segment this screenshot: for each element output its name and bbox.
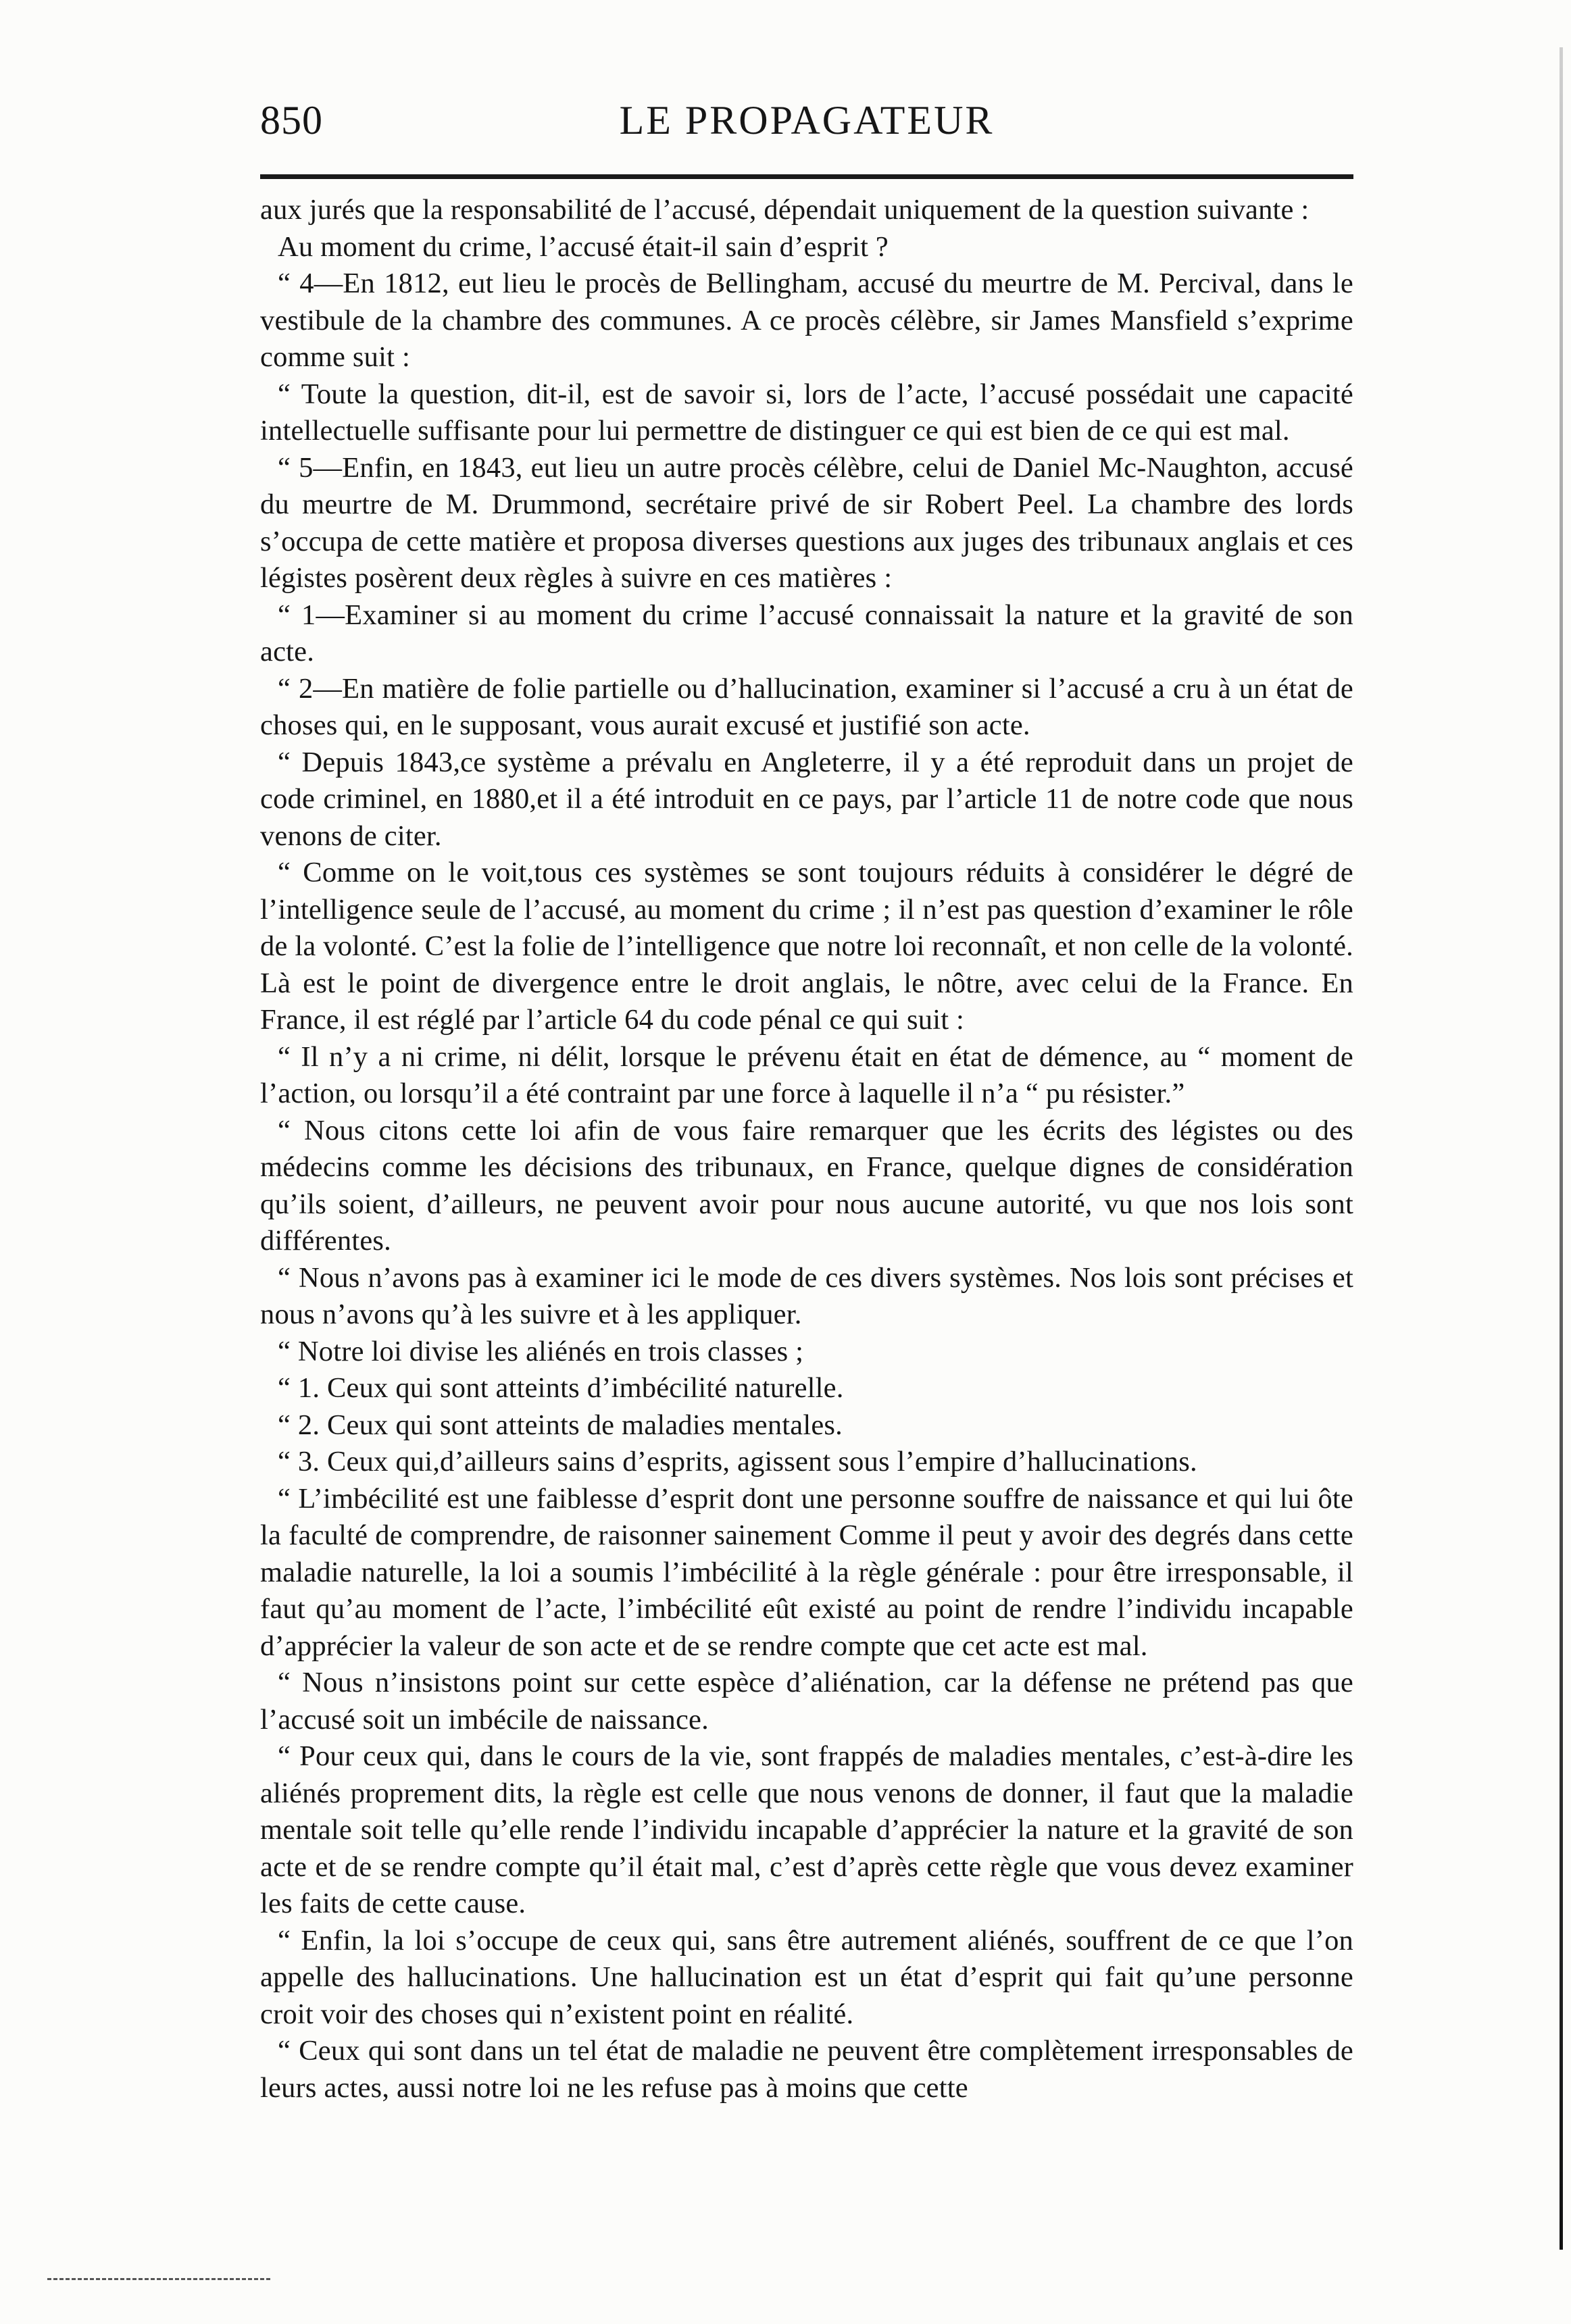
paragraph: “ 2. Ceux qui sont atteints de maladies mentales. xyxy=(278,1409,843,1441)
paragraph: “ 3. Ceux qui,d’ailleurs sains d’esprits, agissent sous l’empire d’hallucinations. xyxy=(278,1446,1197,1477)
page-header xyxy=(260,93,1353,147)
scan-artifact-line xyxy=(47,2278,270,2283)
paragraph: “ 1—Examiner si au moment du crime l’accusé connaissait la nature et la gravité de son acte. xyxy=(260,599,1353,667)
header-rule xyxy=(260,174,1353,179)
page-number: 850 xyxy=(260,98,323,143)
paragraph: “ Nous n’insistons point sur cette espèce d’aliénation, car la défense ne prétend pas que l’accusé soit un imbécile de naissance. xyxy=(260,1667,1353,1736)
paragraph: “ 4—En 1812, eut lieu le procès de Bellingham, accusé du meurtre de M. Percival, dans le vestibule de la chambre des communes. A ce procès célèbre, sir James Mansfield s’exprime comme suit : xyxy=(260,268,1353,373)
paragraph: “ Nous n’avons pas à examiner ici le mode de ces divers systèmes. Nos lois sont précises et nous n’avons qu’à les suivre et à les appliquer. xyxy=(260,1261,1353,1330)
paragraph: “ Pour ceux qui, dans le cours de la vie, sont frappés de maladies mentales, c’est-à-dire les aliénés proprement dits, la règle est celle que nous venons de donner, il faut que la maladie mentale soit telle qu’elle rende l’individu incapable d’apprécier la nature et la gravité de son acte et de se rendre compte qu’il était mal, c’est d’après cette règle que vous devez examiner les faits de cette cause. xyxy=(260,1740,1353,1919)
page-edge-shadow xyxy=(1560,47,1563,2250)
paragraph: “ Comme on le voit,tous ces systèmes se sont toujours réduits à considérer le dégré de l’intelligence seule de l’accusé, au moment du crime ; il n’est pas question d’examiner le rôle de la volonté. C’est la folie de l’intelligence que notre loi reconnaît, et non celle de la volonté. Là est le point de divergence entre le droit anglais, le nôtre, avec celui de la France. En France, il est réglé par l’article 64 du code pénal ce qui suit : xyxy=(260,857,1353,1036)
paragraph: aux jurés que la responsabilité de l’accusé, dépendait uniquement de la question suivante : xyxy=(260,194,1310,226)
paragraph: “ Nous citons cette loi afin de vous faire remarquer que les écrits des légistes ou des médecins comme les décisions des tribunaux, en France, quelque dignes de considération qu’ils soient, d’ailleurs, ne peuvent avoir pour nous aucune autorité, vu que nos lois sont différentes. xyxy=(260,1114,1353,1257)
paragraph: “ 1. Ceux qui sont atteints d’imbécilité naturelle. xyxy=(278,1372,844,1404)
paragraph: “ Il n’y a ni crime, ni délit, lorsque le prévenu était en état de démence, au “ moment de l’action, ou lorsqu’il a été contraint par une force à laquelle il n’a “ pu résister.” xyxy=(260,1040,1353,1109)
paragraph: “ 2—En matière de folie partielle ou d’hallucination, examiner si l’accusé a cru à un état de choses qui, en le supposant, vous aurait excusé et justifié son acte. xyxy=(260,672,1353,741)
paragraph: “ Notre loi divise les aliénés en trois classes ; xyxy=(278,1335,804,1367)
paragraph: “ 5—Enfin, en 1843, eut lieu un autre procès célèbre, celui de Daniel Mc-Naughton, accusé du meurtre de M. Drummond, secrétaire privé de sir Robert Peel. La chambre des lords s’occupa de cette matière et proposa diverses questions aux juges des tribunaux anglais et ces légistes posèrent deux règles à suivre en ces matières : xyxy=(260,451,1353,594)
paragraph: “ Toute la question, dit-il, est de savoir si, lors de l’acte, l’accusé possédait une capacité intellectuelle suffisante pour lui permettre de distinguer ce qui est bien de ce qui est mal. xyxy=(260,378,1353,447)
paragraph: “ Enfin, la loi s’occupe de ceux qui, sans être autrement aliénés, souffrent de ce que l’on appelle des hallucinations. Une hallucination est un état d’esprit qui fait qu’une personne croit voir des choses qui n’existent point en réalité. xyxy=(260,1924,1353,2030)
paragraph: “ Ceux qui sont dans un tel état de maladie ne peuvent être complètement irresponsables de leurs actes, aussi notre loi ne les refuse pas à moins que cette xyxy=(260,2035,1353,2104)
paragraph: “ Depuis 1843,ce système a prévalu en Angleterre, il y a été reproduit dans un projet de code criminel, en 1880,et il a été introduit en ce pays, par l’article 11 de notre code que nous venons de citer. xyxy=(260,746,1353,852)
body-text xyxy=(260,192,1353,2106)
paragraph: “ L’imbécilité est une faiblesse d’esprit dont une personne souffre de naissance et qui lui ôte la faculté de comprendre, de raisonner sainement Comme il peut y avoir des degrés dans cette maladie naturelle, la loi a soumis l’imbécilité à la règle générale : pour être irresponsable, il faut qu’au moment de l’acte, l’imbécilité eût existé au point de rendre l’individu incapable d’apprécier la valeur de son acte et de se rendre compte que cet acte est mal. xyxy=(260,1482,1353,1662)
paragraph: Au moment du crime, l’accusé était-il sain d’esprit ? xyxy=(278,230,889,263)
running-title: LE PROPAGATEUR xyxy=(619,98,995,143)
